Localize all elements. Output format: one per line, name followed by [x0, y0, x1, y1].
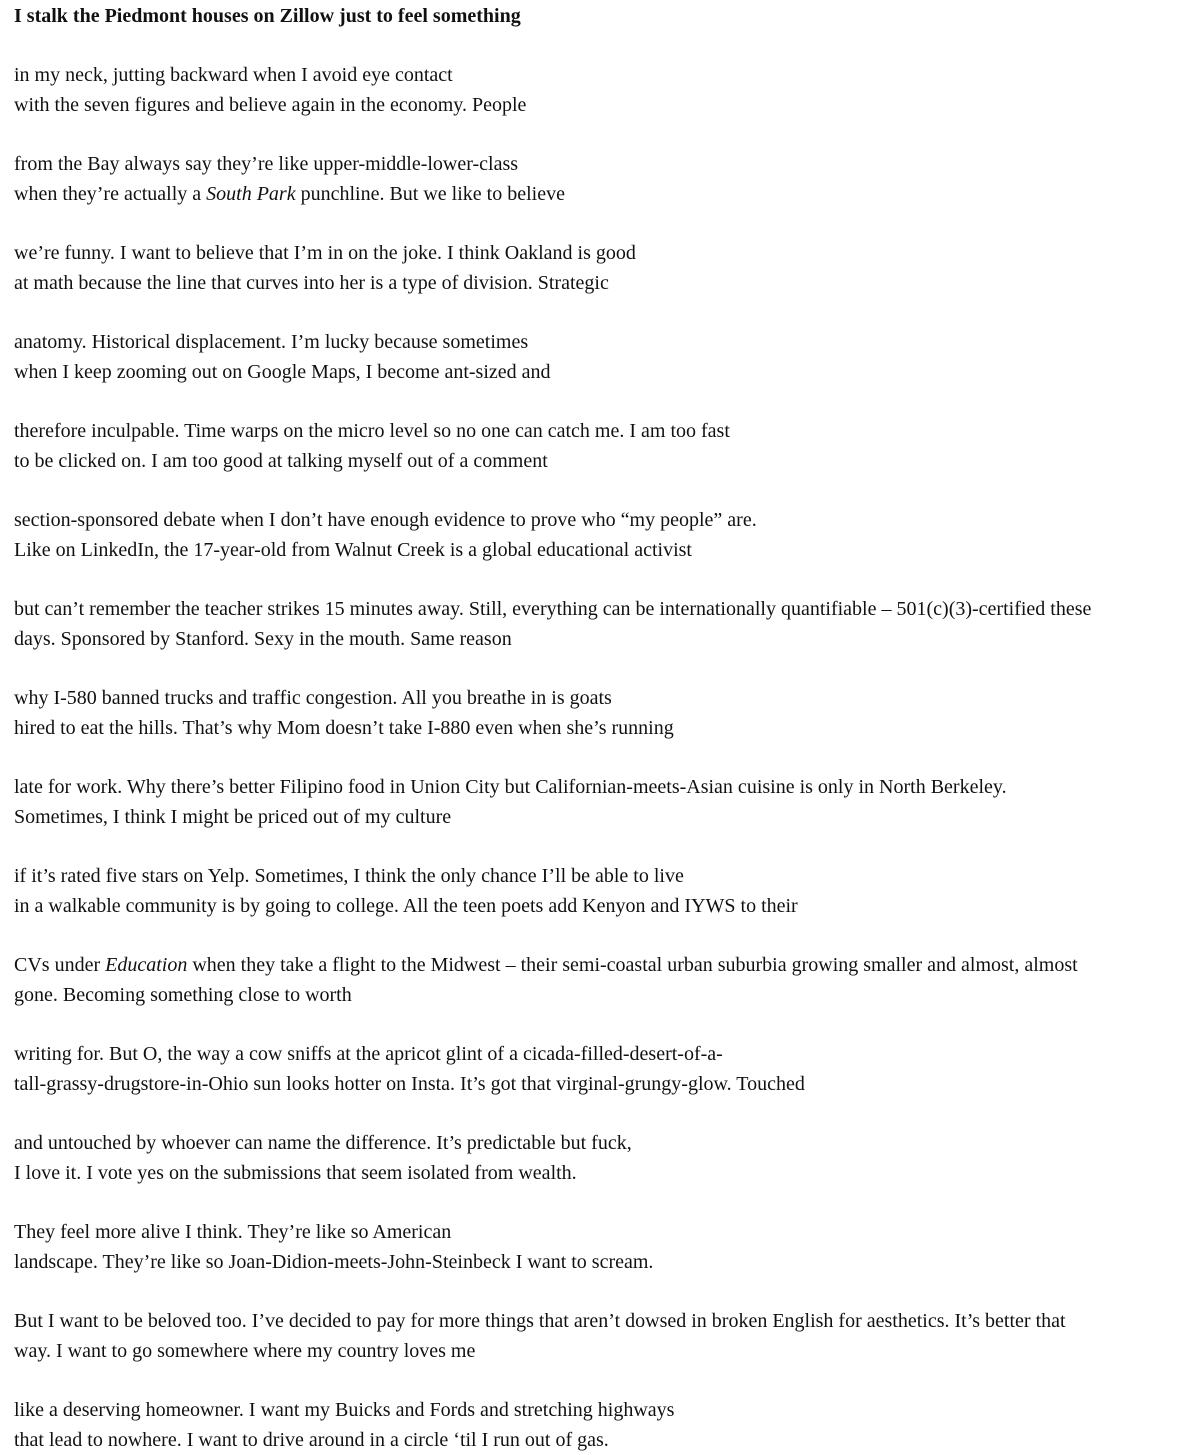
poem-line: with the seven figures and believe again in the economy. People	[14, 91, 1198, 121]
poem-line: way. I want to go somewhere where my country loves me	[14, 1337, 1198, 1367]
poem-line: section-sponsored debate when I don’t have enough evidence to prove who “my people” are.	[14, 506, 1198, 536]
line-text: punchline. But we like to believe	[296, 183, 565, 205]
poem-line: to be clicked on. I am too good at talking myself out of a comment	[14, 447, 1198, 477]
poem-line: and untouched by whoever can name the difference. It’s predictable but fuck,	[14, 1129, 1198, 1159]
stanza	[14, 862, 1198, 921]
poem-line: hired to eat the hills. That’s why Mom doesn’t take I-880 even when she’s running	[14, 714, 1198, 744]
poem-line: anatomy. Historical displacement. I’m lucky because sometimes	[14, 328, 1198, 358]
poem-line: days. Sponsored by Stanford. Sexy in the mouth. Same reason	[14, 625, 1198, 655]
italic-title: Education	[105, 954, 187, 976]
stanza	[14, 1218, 1198, 1277]
poem-line: But I want to be beloved too. I’ve decided to pay for more things that aren’t dowsed in broken English for aesthetics. It’s better that	[14, 1307, 1198, 1337]
line-text: when they take a flight to the Midwest – their semi-coastal urban suburbia growing smaller and almost, almost	[187, 954, 1077, 976]
stanza	[14, 239, 1198, 298]
poem-line: in my neck, jutting backward when I avoid eye contact	[14, 61, 1198, 91]
poem-line: writing for. But O, the way a cow sniffs at the apricot glint of a cicada-filled-desert-of-a-	[14, 1040, 1198, 1070]
poem-line: late for work. Why there’s better Filipino food in Union City but Californian-meets-Asian cuisine is only in North Berkeley.	[14, 773, 1198, 803]
poem-line: tall-grassy-drugstore-in-Ohio sun looks hotter on Insta. It’s got that virginal-grungy-glow. Touched	[14, 1070, 1198, 1100]
poem-line: They feel more alive I think. They’re like so American	[14, 1218, 1198, 1248]
poem-line: that lead to nowhere. I want to drive around in a circle ‘til I run out of gas.	[14, 1426, 1198, 1455]
stanza	[14, 1129, 1198, 1188]
stanza	[14, 328, 1198, 387]
line-text: when they’re actually a	[14, 183, 206, 205]
italic-title: South Park	[206, 183, 295, 205]
poem-line: we’re funny. I want to believe that I’m in on the joke. I think Oakland is good	[14, 239, 1198, 269]
poem-line: like a deserving homeowner. I want my Buicks and Fords and stretching highways	[14, 1396, 1198, 1426]
stanza	[14, 61, 1198, 120]
stanza	[14, 684, 1198, 743]
poem-line: landscape. They’re like so Joan-Didion-meets-John-Steinbeck I want to scream.	[14, 1248, 1198, 1278]
poem-line: from the Bay always say they’re like upper-middle-lower-class	[14, 150, 1198, 180]
poem-line: in a walkable community is by going to college. All the teen poets add Kenyon and IYWS to their	[14, 892, 1198, 922]
poem-line: but can’t remember the teacher strikes 15 minutes away. Still, everything can be internationally quantifiable – 501(c)(3)-certified these	[14, 595, 1198, 625]
poem-body	[14, 61, 1198, 1455]
poem-title: I stalk the Piedmont houses on Zillow just to feel something	[14, 2, 1198, 31]
poem-line: gone. Becoming something close to worth	[14, 981, 1198, 1011]
poem-line: when I keep zooming out on Google Maps, I become ant-sized and	[14, 358, 1198, 388]
stanza	[14, 1040, 1198, 1099]
poem-line: Sometimes, I think I might be priced out of my culture	[14, 803, 1198, 833]
stanza	[14, 506, 1198, 565]
stanza	[14, 951, 1198, 1010]
poem-line: why I-580 banned trucks and traffic congestion. All you breathe in is goats	[14, 684, 1198, 714]
stanza	[14, 1307, 1198, 1366]
stanza	[14, 773, 1198, 832]
poem-line	[14, 180, 1198, 210]
stanza	[14, 595, 1198, 654]
poem-line: Like on LinkedIn, the 17-year-old from Walnut Creek is a global educational activist	[14, 536, 1198, 566]
poem-line: at math because the line that curves into her is a type of division. Strategic	[14, 269, 1198, 299]
poem-line	[14, 951, 1198, 981]
stanza	[14, 150, 1198, 209]
poem-line: I love it. I vote yes on the submissions that seem isolated from wealth.	[14, 1159, 1198, 1189]
poem	[14, 0, 1198, 1455]
poem-line: therefore inculpable. Time warps on the micro level so no one can catch me. I am too fast	[14, 417, 1198, 447]
stanza	[14, 417, 1198, 476]
poem-line: if it’s rated five stars on Yelp. Sometimes, I think the only chance I’ll be able to live	[14, 862, 1198, 892]
line-text: CVs under	[14, 954, 105, 976]
stanza	[14, 1396, 1198, 1455]
